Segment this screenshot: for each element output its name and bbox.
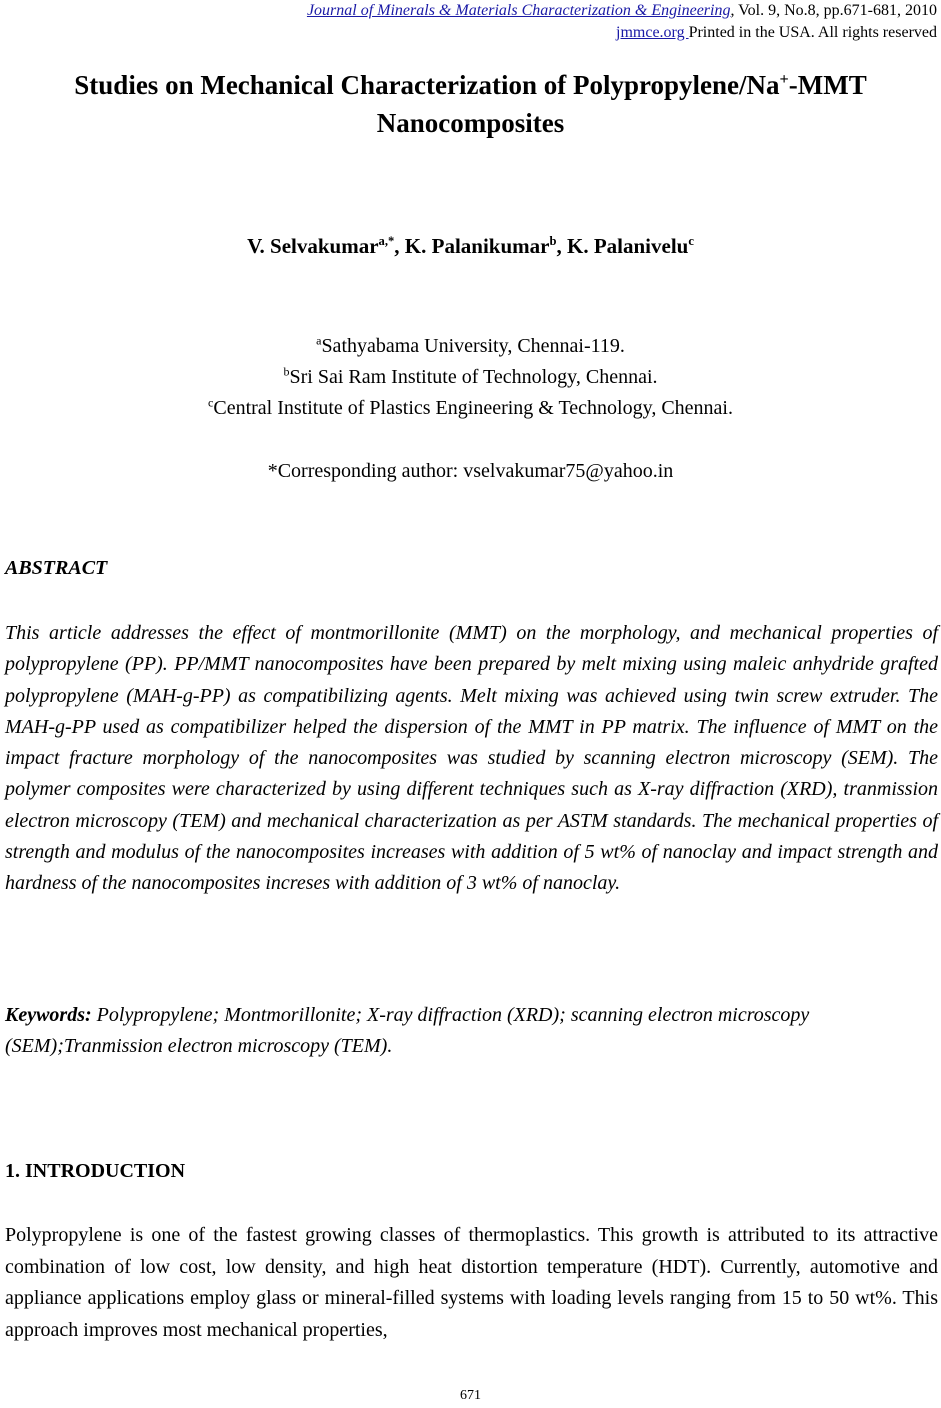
journal-site-line xyxy=(307,22,937,44)
volume-info: , Vol. 9, No.8, pp.671-681, 2010 xyxy=(730,2,937,19)
page-number: 671 xyxy=(460,1388,481,1403)
author-name: K. Palanikumar xyxy=(404,234,550,258)
author-name: V. Selvakumar xyxy=(247,234,379,258)
author-name: K. Palanivelu xyxy=(566,234,689,258)
keywords xyxy=(5,1000,938,1062)
title-line-2: Nanocomposites xyxy=(376,108,565,138)
title-superscript: + xyxy=(779,70,789,88)
title-line-1: Studies on Mechanical Characterization of Polypropylene/Na+-MMT xyxy=(74,70,867,100)
introduction-heading: 1. INTRODUCTION xyxy=(5,1160,186,1182)
affiliation: $^a$Sathyabama University, Chennai-119. xyxy=(316,333,625,357)
paper-title xyxy=(0,66,941,142)
abstract-body: This article addresses the effect of montmorillonite (MMT) on the morphology, and mechanical properties of polypropylene (PP). PP/MMT nanocomposites have been prepared by melt mixing using maleic anhydride grafted polypropylene (MAH-g-PP) as compatibilizing agents. Melt mixing was achieved using twin screw extruder. The MAH-g-PP used as compatibilizer helped the dispersion of the MMT in PP matrix. The influence of MMT on the impact fracture morphology of the nanocomposites was studied by scanning electron microscopy (SEM). The polymer composites were characterized by using different techniques such as X-ray diffraction (XRD), tranmission electron microscopy (TEM) and mechanical characterization as per ASTM standards. The mechanical properties of strength and modulus of the nanocomposites increases with addition of 5 wt% of nanoclay and impact strength and hardness of the nanocomposites increses with addition of 3 wt% of nanoclay. xyxy=(5,622,938,895)
journal-header xyxy=(307,0,937,44)
keywords-text: Polypropylene; Montmorillonite; X-ray diffraction (XRD); scanning electron microscopy (SEM);Tranmission electron microscopy (TEM). xyxy=(5,1004,810,1057)
journal-link[interactable]: Journal of Minerals & Materials Characterization & Engineering xyxy=(306,2,731,19)
keywords-label: Keywords: xyxy=(5,1004,92,1026)
affiliation: $^c$Central Institute of Plastics Engineering & Technology, Chennai. xyxy=(208,395,733,419)
site-link[interactable]: jmmce.org xyxy=(616,24,689,41)
introduction-body: Polypropylene is one of the fastest growing classes of thermoplastics. This growth is attributed to its attractive combination of low cost, low density, and high heat distortion temperature (HDT). Currently, automotive and appliance applications employ glass or mineral-filled systems with loading levels ranging from 15 to 50 wt%. This approach improves most mechanical properties, xyxy=(5,1224,938,1341)
abstract-heading: ABSTRACT xyxy=(5,557,108,579)
affiliation: $^b$Sri Sai Ram Institute of Technology, Chennai. xyxy=(283,364,658,388)
author-list: V. Selvakumar$^{a,*}$, K. Palanikumar$^b$, K. Palanivelu$^c$ xyxy=(247,234,694,258)
rights-notice: Printed in the USA. All rights reserved xyxy=(688,24,937,41)
journal-citation-line xyxy=(307,0,937,22)
corresponding-author: *Corresponding author: vselvakumar75@yahoo.in xyxy=(267,460,674,482)
